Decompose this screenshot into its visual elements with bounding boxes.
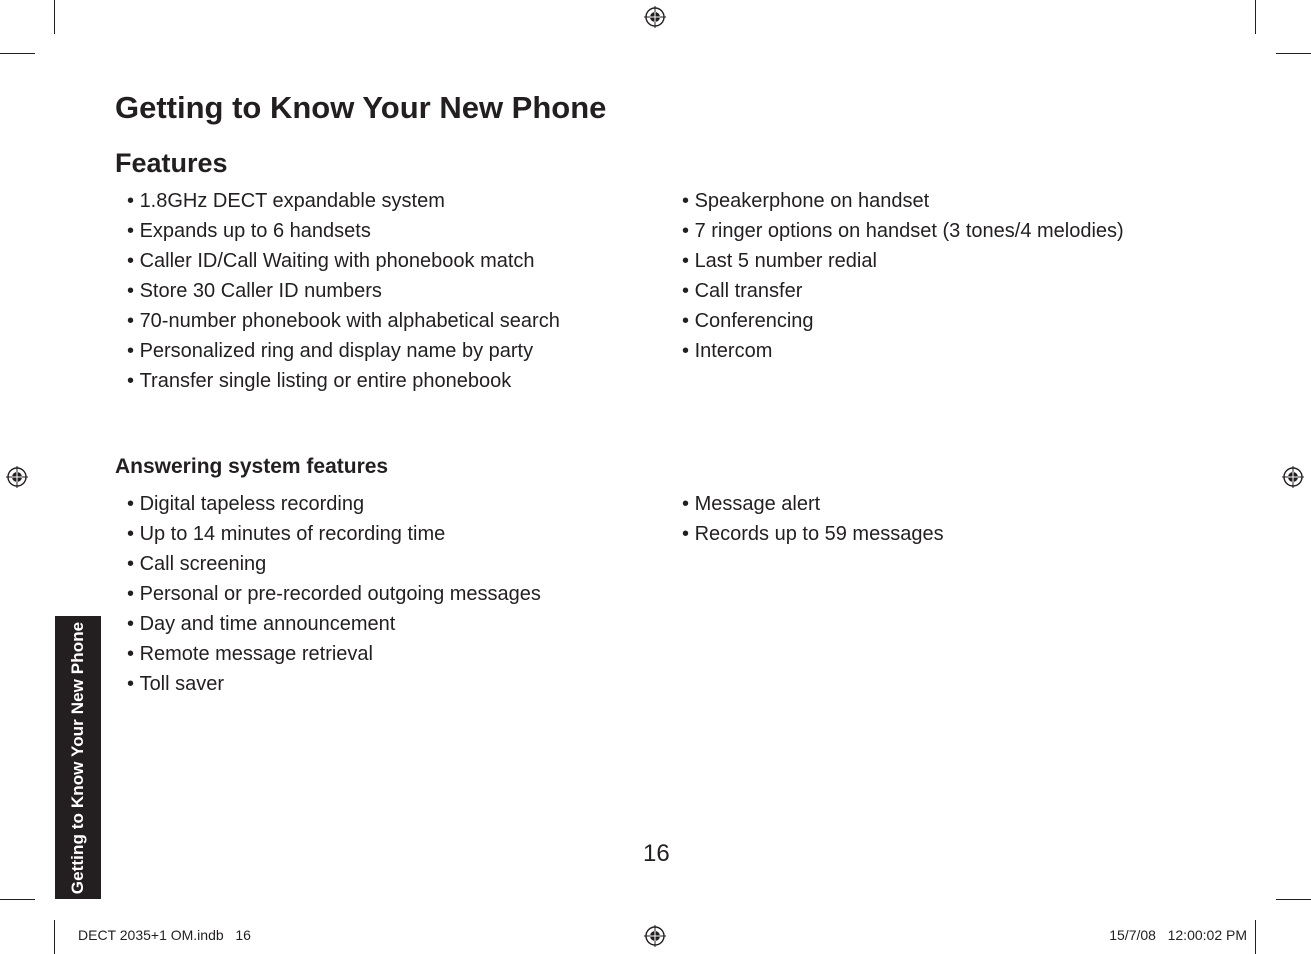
list-item: • Day and time announcement (127, 609, 541, 639)
slug-filename: DECT 2035+1 OM.indb 16 (78, 927, 251, 943)
registration-mark-icon (6, 466, 28, 488)
crop-mark (1255, 920, 1256, 954)
registration-mark-icon (644, 6, 666, 28)
slug-timestamp: 15/7/08 12:00:02 PM (1109, 927, 1247, 943)
crop-mark (54, 920, 55, 954)
crop-mark (0, 53, 35, 54)
list-item: • Remote message retrieval (127, 639, 541, 669)
answering-heading: Answering system features (115, 455, 389, 478)
answering-right-list (682, 489, 944, 549)
list-item: • Store 30 Caller ID numbers (127, 276, 560, 306)
list-item: • 7 ringer options on handset (3 tones/4 melodies) (682, 216, 1124, 246)
list-item: • Message alert (682, 489, 944, 519)
features-left-list (127, 186, 560, 396)
crop-mark (54, 0, 55, 34)
crop-mark (1276, 53, 1311, 54)
list-item: • Last 5 number redial (682, 246, 1124, 276)
list-item: • Call transfer (682, 276, 1124, 306)
list-item: • Records up to 59 messages (682, 519, 944, 549)
list-item: • Personalized ring and display name by party (127, 336, 560, 366)
list-item: • Speakerphone on handset (682, 186, 1124, 216)
list-item: • Up to 14 minutes of recording time (127, 519, 541, 549)
page-title: Getting to Know Your New Phone (115, 90, 607, 125)
features-heading: Features (115, 148, 228, 178)
features-right-list (682, 186, 1124, 366)
list-item: • Call screening (127, 549, 541, 579)
crop-mark (1255, 0, 1256, 34)
crop-mark (1276, 899, 1311, 900)
registration-mark-icon (644, 925, 666, 947)
list-item: • Intercom (682, 336, 1124, 366)
list-item: • Toll saver (127, 669, 541, 699)
side-tab-label: Getting to Know Your New Phone (68, 621, 87, 894)
list-item: • 70-number phonebook with alphabetical search (127, 306, 560, 336)
side-section-tab (55, 616, 101, 899)
registration-mark-icon (1282, 466, 1304, 488)
list-item: • Personal or pre-recorded outgoing messages (127, 579, 541, 609)
list-item: • Digital tapeless recording (127, 489, 541, 519)
page-number: 16 (643, 840, 670, 867)
list-item: • Expands up to 6 handsets (127, 216, 560, 246)
crop-mark (0, 899, 35, 900)
list-item: • Conferencing (682, 306, 1124, 336)
answering-left-list (127, 489, 541, 699)
list-item: • 1.8GHz DECT expandable system (127, 186, 560, 216)
list-item: • Transfer single listing or entire phonebook (127, 366, 560, 396)
list-item: • Caller ID/Call Waiting with phonebook match (127, 246, 560, 276)
